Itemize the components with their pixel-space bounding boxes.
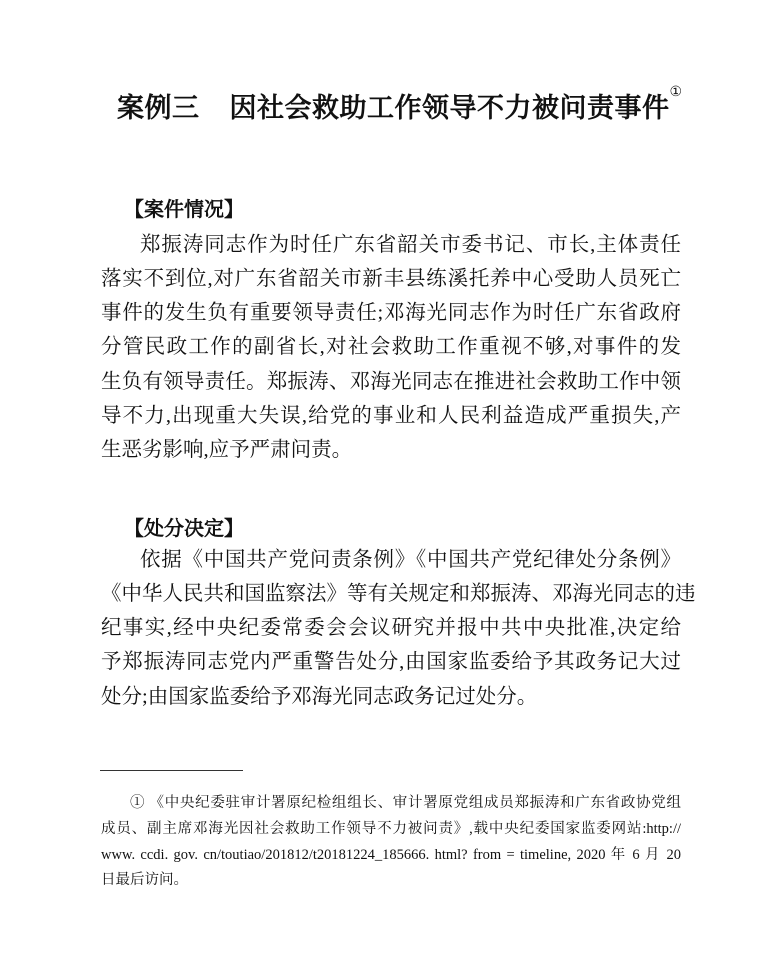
paragraph-line: 郑振涛同志作为时任广东省韶关市委书记、市长,主体责任 (140, 234, 681, 256)
footnote-line: ① 《中央纪委驻审计署原纪检组组长、审计署原党组成员郑振涛和广东省政协党组 (130, 795, 681, 811)
paragraph-line: 落实不到位,对广东省韶关市新丰县练溪托养中心受助人员死亡 (101, 268, 681, 290)
footnote-line: 日最后访问。 (101, 872, 188, 888)
paragraph-line: 予郑振涛同志党内严重警告处分,由国家监委给予其政务记大过 (101, 651, 681, 673)
paragraph-line: 依据《中国共产党问责条例》《中国共产党纪律处分条例》 (140, 549, 681, 571)
paragraph-line: 事件的发生负有重要领导责任;邓海光同志作为时任广东省政府 (101, 302, 681, 324)
footnote-line: www. ccdi. gov. cn/toutiao/201812/t20181224_185666. html? from = timeline, 2020 年 6 月 20 (101, 847, 681, 863)
footnote-reference[interactable]: ① (669, 85, 683, 100)
section-heading-case: 【案件情况】 (124, 199, 244, 221)
paragraph-line: 处分;由国家监委给予邓海光同志政务记过处分。 (101, 686, 538, 708)
case-label: 案例三 (117, 93, 200, 123)
paragraph-line: 生恶劣影响,应予严肃问责。 (101, 439, 353, 461)
footnote-line: 成员、副主席邓海光因社会救助工作领导不力被问责》,载中央纪委国家监委网站:http:// (101, 821, 681, 837)
paragraph-line: 《中华人民共和国监察法》等有关规定和郑振涛、邓海光同志的违 (101, 583, 696, 605)
case-title: 因社会救助工作领导不力被问责事件 (229, 93, 670, 123)
paragraph-line: 导不力,出现重大失误,给党的事业和人民利益造成严重损失,产 (101, 405, 681, 427)
page-title (117, 86, 683, 125)
footnote-divider (100, 770, 243, 771)
paragraph-line: 纪事实,经中央纪委常委会会议研究并报中共中央批准,决定给 (101, 617, 681, 639)
section-heading-decision: 【处分决定】 (124, 518, 244, 540)
paragraph-line: 生负有领导责任。郑振涛、邓海光同志在推进社会救助工作中领 (101, 371, 681, 393)
paragraph-line: 分管民政工作的副省长,对社会救助工作重视不够,对事件的发 (101, 336, 681, 358)
